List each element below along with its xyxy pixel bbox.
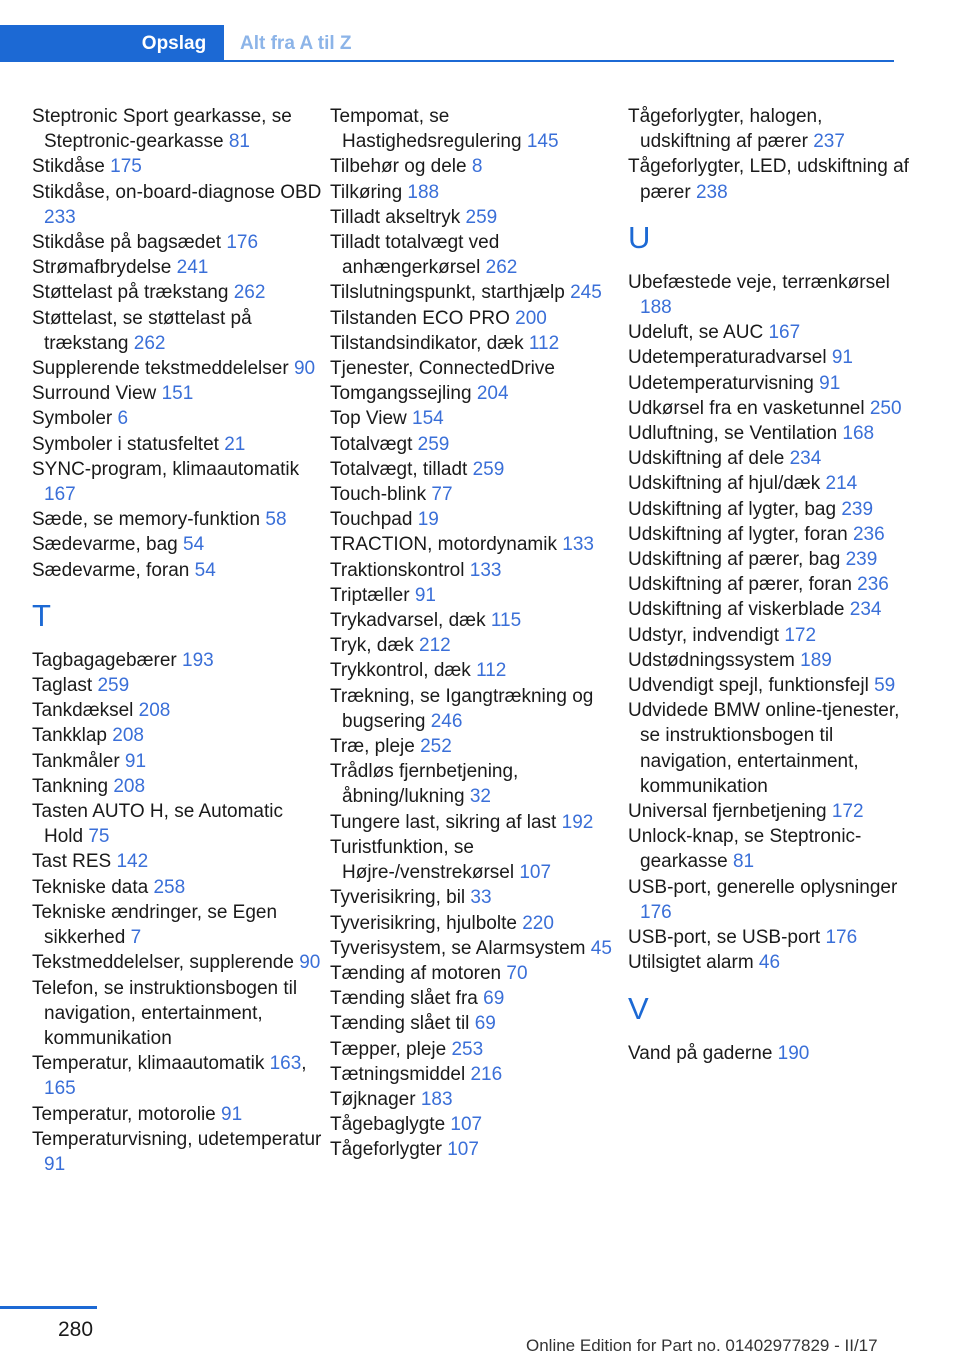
page-link[interactable]: 172: [784, 624, 817, 646]
entry-term: USB-port, se USB-port: [628, 927, 826, 949]
index-entry: [32, 381, 322, 406]
entry-term: Tilkøring: [330, 181, 408, 203]
entry-term: Totalvægt, tilladt: [330, 458, 473, 480]
entry-term: Tjenester, ConnectedDrive: [330, 358, 555, 380]
page-link[interactable]: 77: [431, 484, 453, 506]
index-entry: [32, 799, 322, 849]
entry-term: Udskiftning af dele: [628, 448, 790, 470]
entry-term: Trykkontrol, dæk: [330, 660, 477, 682]
entry-term: Udetemperaturadvarsel: [628, 347, 832, 369]
index-entry: [330, 1137, 620, 1162]
index-entry: [330, 1037, 620, 1062]
index-entry: [32, 698, 322, 723]
index-entry: [330, 583, 620, 608]
entry-term: Tempomat, se Hastighedsregulering: [330, 106, 527, 153]
index-entry: [32, 648, 322, 673]
entry-term: Temperatur, klimaautomatik: [32, 1053, 270, 1075]
page-link[interactable]: 133: [562, 534, 594, 556]
page-link[interactable]: 107: [447, 1139, 479, 1161]
index-entry: [32, 532, 322, 557]
index-entry: [628, 623, 918, 648]
entry-term: Symboler i statusfeltet: [32, 433, 225, 455]
page-link[interactable]: 91: [44, 1153, 66, 1175]
index-entry: [628, 522, 918, 547]
index-entry: [628, 597, 918, 622]
page-link[interactable]: 188: [640, 297, 672, 319]
entry-term: Tungere last, sikring af last: [330, 811, 562, 833]
index-entry: [330, 734, 620, 759]
page-link[interactable]: 32: [469, 786, 491, 808]
entry-term: Udvidede BMW online-tjenester, se instruktionsbogen til navigation, entertainment, kommunikation: [628, 700, 900, 797]
entry-term: Strømafbrydelse: [32, 257, 177, 279]
page-link[interactable]: 259: [417, 433, 450, 455]
index-entry: [32, 406, 322, 431]
entry-term: Udskiftning af pærer, bag: [628, 549, 846, 571]
page-link[interactable]: 204: [476, 383, 509, 405]
page-link[interactable]: 234: [789, 448, 822, 470]
page-link[interactable]: 112: [476, 660, 507, 682]
page-link[interactable]: 262: [233, 282, 266, 304]
page-link[interactable]: 188: [407, 181, 440, 203]
index-entry: [330, 558, 620, 583]
index-entry: [330, 406, 620, 431]
index-entry: [32, 230, 322, 255]
page-link[interactable]: 208: [138, 700, 171, 722]
index-entry: [628, 673, 918, 698]
entry-term: TRACTION, motordynamik: [330, 534, 563, 556]
index-entry: [330, 280, 620, 305]
footer-rule: [0, 1306, 97, 1309]
tab-bar-accent: [0, 25, 124, 62]
entry-term: Stikdåse, on-board-diagnose OBD: [32, 181, 322, 203]
index-entry: [628, 925, 918, 950]
entry-term: Sædevarme, bag: [32, 534, 184, 556]
entry-term: Turistfunktion, se Højre-/venstrekørsel: [330, 836, 520, 884]
index-entry: [330, 684, 620, 734]
index-entry: [32, 356, 322, 381]
index-entry: [628, 875, 918, 925]
index-entry: [32, 749, 322, 774]
page-link[interactable]: 59: [874, 675, 896, 697]
page-link[interactable]: 200: [515, 307, 547, 329]
entry-term: Udstyr, indvendigt: [628, 624, 785, 646]
index-entry: [330, 230, 620, 280]
page-link[interactable]: 91: [819, 372, 841, 394]
entry-term: Tilladt akseltryk: [330, 206, 466, 228]
page-link[interactable]: 176: [226, 232, 259, 254]
index-entry: [330, 961, 620, 986]
entry-term: Totalvægt: [330, 433, 418, 455]
page-link[interactable]: 183: [420, 1088, 453, 1110]
entry-term: Tekstmeddelelser, supplerende: [32, 952, 300, 974]
entry-term: Tøjknager: [330, 1088, 421, 1110]
entry-term: Tankmåler: [32, 750, 125, 772]
entry-term: Træ, pleje: [330, 736, 421, 758]
page-link[interactable]: 90: [299, 952, 321, 974]
page-link[interactable]: 154: [412, 408, 444, 430]
index-entry: [330, 1087, 620, 1112]
entry-term: Udstødningssystem: [628, 649, 801, 671]
page-link[interactable]: 250: [869, 397, 902, 419]
entry-term: Tasten AUTO H, se Automatic Hold: [32, 801, 283, 848]
index-entry: [330, 482, 620, 507]
entry-term: Steptronic Sport gearkasse, se Steptronic-gearkasse: [32, 106, 292, 153]
index-entry: [32, 673, 322, 698]
index-entry: [330, 180, 620, 205]
page-link[interactable]: 190: [777, 1042, 810, 1064]
section-letter: V: [628, 990, 649, 1026]
index-entry: [628, 648, 918, 673]
page-link[interactable]: 81: [228, 131, 250, 153]
page-link[interactable]: 176: [640, 901, 672, 923]
page-link[interactable]: 175: [110, 156, 142, 178]
page-link[interactable]: 245: [570, 282, 602, 304]
index-entry: [628, 572, 918, 597]
page-link[interactable]: 81: [732, 851, 755, 873]
page-link[interactable]: 19: [417, 509, 439, 531]
index-entry: [330, 1112, 620, 1137]
entry-term: Udskiftning af viskerblade: [628, 599, 850, 621]
index-entry: [330, 154, 620, 179]
page-link[interactable]: 163: [269, 1053, 302, 1075]
page-link[interactable]: 172: [831, 801, 864, 823]
entry-term: Tekniske data: [32, 876, 154, 898]
page-link[interactable]: 112: [528, 332, 560, 354]
index-entry: [32, 507, 322, 532]
index-entry: [330, 507, 620, 532]
index-entry: [330, 911, 620, 936]
entry-term: Tætningsmiddel: [330, 1063, 471, 1085]
page-link[interactable]: 6: [117, 408, 129, 430]
tab-underline: [224, 60, 894, 62]
index-entry: [32, 976, 322, 1052]
index-entry: [32, 723, 322, 748]
index-entry: [330, 306, 620, 331]
page-link[interactable]: 234: [849, 599, 882, 621]
entry-term: Tilstandsindikator, dæk: [330, 332, 529, 354]
index-entry: [330, 936, 620, 961]
entry-term: Tilslutningspunkt, starthjælp: [330, 282, 571, 304]
entry-term: Tilstanden ECO PRO: [330, 307, 516, 329]
index-entry: [330, 331, 620, 356]
entry-term: Udvendigt spejl, funktionsfejl: [628, 675, 875, 697]
entry-term: Traktionskontrol: [330, 559, 470, 581]
index-entry: [628, 698, 918, 799]
index-entry: [32, 1127, 322, 1177]
page-link[interactable]: 192: [561, 811, 594, 833]
entry-term: Tågebaglygte: [330, 1114, 451, 1136]
entry-term: Tankklap: [32, 725, 113, 747]
entry-term: Tågeforlygter, halogen, udskiftning af pærer: [628, 106, 823, 153]
page-link[interactable]: 246: [430, 710, 463, 732]
entry-term: Udskiftning af pærer, foran: [628, 574, 858, 596]
index-entry: [628, 471, 918, 496]
page-link[interactable]: 133: [469, 559, 502, 581]
entry-term: Tænding af motoren: [330, 962, 507, 984]
page-link[interactable]: 33: [470, 887, 492, 909]
index-entry: [628, 396, 918, 421]
index-entry: [628, 950, 918, 975]
entry-term: USB-port, generelle oplysninger: [628, 876, 898, 898]
entry-term: Touchpad: [330, 509, 418, 531]
section-letter: T: [32, 597, 51, 633]
edition-note: Online Edition for Part no. 01402977829 - II/17: [526, 1336, 878, 1355]
page-link[interactable]: 91: [221, 1103, 243, 1125]
page-link[interactable]: 145: [526, 131, 559, 153]
page-link[interactable]: 7: [130, 927, 142, 949]
entry-term: Stikdåse: [32, 156, 111, 178]
index-entry: [628, 547, 918, 572]
entry-term: Temperatur, motorolie: [32, 1103, 222, 1125]
index-entry: [628, 270, 918, 320]
page-link[interactable]: 107: [519, 862, 552, 884]
entry-term: Telefon, se instruktionsbogen til navigation, entertainment, kommunikation: [32, 977, 298, 1049]
page-link[interactable]: 212: [419, 635, 451, 657]
page-link[interactable]: 252: [420, 736, 452, 758]
page-link[interactable]: 167: [44, 484, 76, 506]
page-link[interactable]: 216: [470, 1063, 503, 1085]
index-entry: [628, 824, 918, 874]
entry-term: Touch-blink: [330, 484, 432, 506]
entry-term: Temperaturvisning, udetemperatur: [32, 1128, 322, 1150]
page-link[interactable]: 208: [112, 725, 144, 747]
entry-term: Sæde, se memory-funktion: [32, 509, 266, 531]
index-entry: [628, 320, 918, 345]
entry-term: Tomgangssejling: [330, 383, 477, 405]
entry-term: Udkørsel fra en vasketunnel: [628, 397, 870, 419]
index-entry: [628, 104, 918, 154]
entry-term: Taglast: [32, 675, 98, 697]
index-entry: [628, 497, 918, 522]
page-link[interactable]: 91: [414, 584, 436, 606]
entry-term: Tagbagagebærer: [32, 649, 182, 671]
page-link[interactable]: 253: [451, 1038, 484, 1060]
page-link[interactable]: 54: [194, 559, 216, 581]
section-letter: U: [628, 219, 651, 255]
page-link[interactable]: 165: [44, 1078, 76, 1100]
entry-term: Symboler: [32, 408, 118, 430]
index-entry: [32, 558, 322, 583]
entry-term: Tilbehør og dele: [330, 156, 472, 178]
page-link[interactable]: 69: [483, 988, 505, 1010]
page-link[interactable]: 107: [450, 1114, 483, 1136]
index-entry: [32, 255, 322, 280]
entry-term: Tæpper, pleje: [330, 1038, 452, 1060]
entry-term: Udluftning, se Ventilation: [628, 423, 843, 445]
page-link[interactable]: 8: [471, 156, 483, 178]
page-link[interactable]: 208: [113, 775, 146, 797]
page-link[interactable]: 58: [265, 509, 287, 531]
index-entry: [330, 457, 620, 482]
page-link[interactable]: 151: [161, 383, 194, 405]
index-entry: [330, 205, 620, 230]
page-link[interactable]: 220: [522, 912, 554, 934]
page-link[interactable]: 91: [124, 750, 147, 772]
page-link[interactable]: 239: [841, 498, 874, 520]
page-link[interactable]: 258: [153, 876, 186, 898]
index-entry: [330, 432, 620, 457]
index-entry: [32, 774, 322, 799]
page-link[interactable]: 142: [116, 851, 149, 873]
index-entry: [32, 432, 322, 457]
page-link[interactable]: 259: [465, 206, 498, 228]
index-entry: [330, 1062, 620, 1087]
index-entry: [330, 381, 620, 406]
entry-term: Triptæller: [330, 584, 415, 606]
index-entry: [628, 1041, 918, 1066]
entry-term: Udetemperaturvisning: [628, 372, 820, 394]
page-link[interactable]: 236: [857, 574, 889, 596]
index-entry: [628, 371, 918, 396]
page-link[interactable]: 90: [293, 358, 316, 380]
index-entry: [330, 885, 620, 910]
page-link[interactable]: 214: [825, 473, 858, 495]
entry-term: Trådløs fjernbetjening, åbning/lukning: [330, 761, 519, 808]
index-entry: [32, 875, 322, 900]
index-entry: [330, 835, 620, 885]
entry-term: Trækning, se Igangtrækning og bugsering: [330, 685, 594, 732]
index-entry: [330, 1011, 620, 1036]
entry-term: Udskiftning af hjul/dæk: [628, 473, 826, 495]
index-entry: [32, 457, 322, 507]
entry-term: Supplerende tekstmeddelelser: [32, 358, 294, 380]
page-link[interactable]: 233: [44, 206, 76, 228]
entry-term: Støttelast, se støttelast på trækstang: [32, 307, 252, 354]
entry-term: SYNC-program, klimaautomatik: [32, 458, 300, 480]
index-entry: [330, 810, 620, 835]
page-link[interactable]: 54: [183, 534, 205, 556]
entry-term: Unlock-knap, se Steptronic-gearkasse: [628, 826, 862, 873]
entry-term: Ubefæstede veje, terrænkørsel: [628, 271, 890, 293]
index-entry: [628, 345, 918, 370]
index-entry: [330, 104, 620, 154]
page-link[interactable]: 236: [852, 523, 885, 545]
entry-term: Støttelast på trækstang: [32, 282, 234, 304]
entry-term: Tyverisikring, bil: [330, 887, 471, 909]
page-link[interactable]: 21: [224, 433, 246, 455]
entry-term: Tekniske ændringer, se Egen sikkerhed: [32, 901, 278, 949]
index-entry: [628, 799, 918, 824]
entry-term: Tågeforlygter: [330, 1139, 448, 1161]
index-entry: [330, 759, 620, 809]
index-entry: [32, 900, 322, 950]
page-link[interactable]: 46: [758, 952, 781, 974]
index-entry: [32, 849, 322, 874]
entry-term: Utilsigtet alarm: [628, 952, 759, 974]
index-entry: [628, 154, 918, 204]
page-link[interactable]: 238: [695, 181, 728, 203]
entry-term: Tyverisystem, se Alarmsystem: [330, 937, 591, 959]
page-link[interactable]: 168: [842, 423, 875, 445]
index-entry: [330, 532, 620, 557]
page-link[interactable]: 70: [506, 962, 528, 984]
entry-term: Top View: [330, 408, 413, 430]
index-entry: [330, 356, 620, 381]
page-link[interactable]: 167: [768, 322, 801, 344]
entry-term: Tast RES: [32, 851, 117, 873]
entry-term: Tankning: [32, 775, 114, 797]
index-entry: [628, 446, 918, 471]
index-column-2: [330, 104, 620, 1163]
entry-term: Udeluft, se AUC: [628, 322, 769, 344]
index-entry: [32, 104, 322, 154]
page-link[interactable]: 262: [133, 332, 166, 354]
tab-bar: [0, 0, 960, 62]
index-entry: [32, 306, 322, 356]
entry-term: Udskiftning af lygter, foran: [628, 523, 853, 545]
entry-term: Vand på gaderne: [628, 1042, 778, 1064]
entry-term: Sædevarme, foran: [32, 559, 195, 581]
page-link[interactable]: 262: [485, 257, 518, 279]
index-column-1: [32, 104, 322, 1177]
entry-term: Tankdæksel: [32, 700, 139, 722]
index-entry: [628, 421, 918, 446]
index-entry: [32, 280, 322, 305]
page-link[interactable]: 189: [800, 649, 832, 671]
index-column-3: [628, 104, 918, 1066]
index-entry: [32, 180, 322, 230]
entry-term: Tågeforlygter, LED, udskiftning af pærer: [628, 156, 909, 203]
page-link[interactable]: 259: [472, 458, 505, 480]
index-entry: Temperatur, klimaautomatik 163, 165: [32, 1053, 307, 1100]
page-link[interactable]: 193: [182, 649, 214, 671]
page-link[interactable]: 69: [474, 1013, 496, 1035]
index-entry: [330, 658, 620, 683]
page-link[interactable]: 259: [97, 675, 130, 697]
index-entry: [330, 633, 620, 658]
entry-term: Surround View: [32, 383, 162, 405]
entry-term: Tænding slået fra: [330, 988, 484, 1010]
tab-opslag[interactable]: Opslag: [124, 25, 224, 62]
entry-term: Trykadvarsel, dæk: [330, 610, 491, 632]
page-link[interactable]: 45: [590, 937, 612, 959]
index-entry: [330, 608, 620, 633]
page-number: 280: [58, 1318, 94, 1341]
index-entry: [330, 986, 620, 1011]
entry-term: Tryk, dæk: [330, 635, 420, 657]
index-entry: [32, 1102, 322, 1127]
entry-term: Udskiftning af lygter, bag: [628, 498, 842, 520]
page-link[interactable]: 176: [825, 927, 858, 949]
entry-term: Tænding slået til: [330, 1013, 475, 1035]
index-entry: [32, 950, 322, 975]
entry-term: Stikdåse på bagsædet: [32, 232, 227, 254]
page-link[interactable]: 241: [176, 257, 209, 279]
page-link[interactable]: 91: [831, 347, 853, 369]
entry-term: Tilladt totalvægt ved anhængerkørsel: [330, 232, 500, 279]
page-link[interactable]: 239: [845, 549, 878, 571]
entry-term: Universal fjernbetjening: [628, 801, 832, 823]
page-link[interactable]: 237: [813, 131, 845, 153]
page-link[interactable]: 75: [88, 826, 110, 848]
entry-term: Tyverisikring, hjulbolte: [330, 912, 523, 934]
page-link[interactable]: 115: [490, 610, 522, 632]
tab-alt-fra-a-til-z[interactable]: Alt fra A til Z: [224, 25, 894, 62]
index-entry: [32, 154, 322, 179]
